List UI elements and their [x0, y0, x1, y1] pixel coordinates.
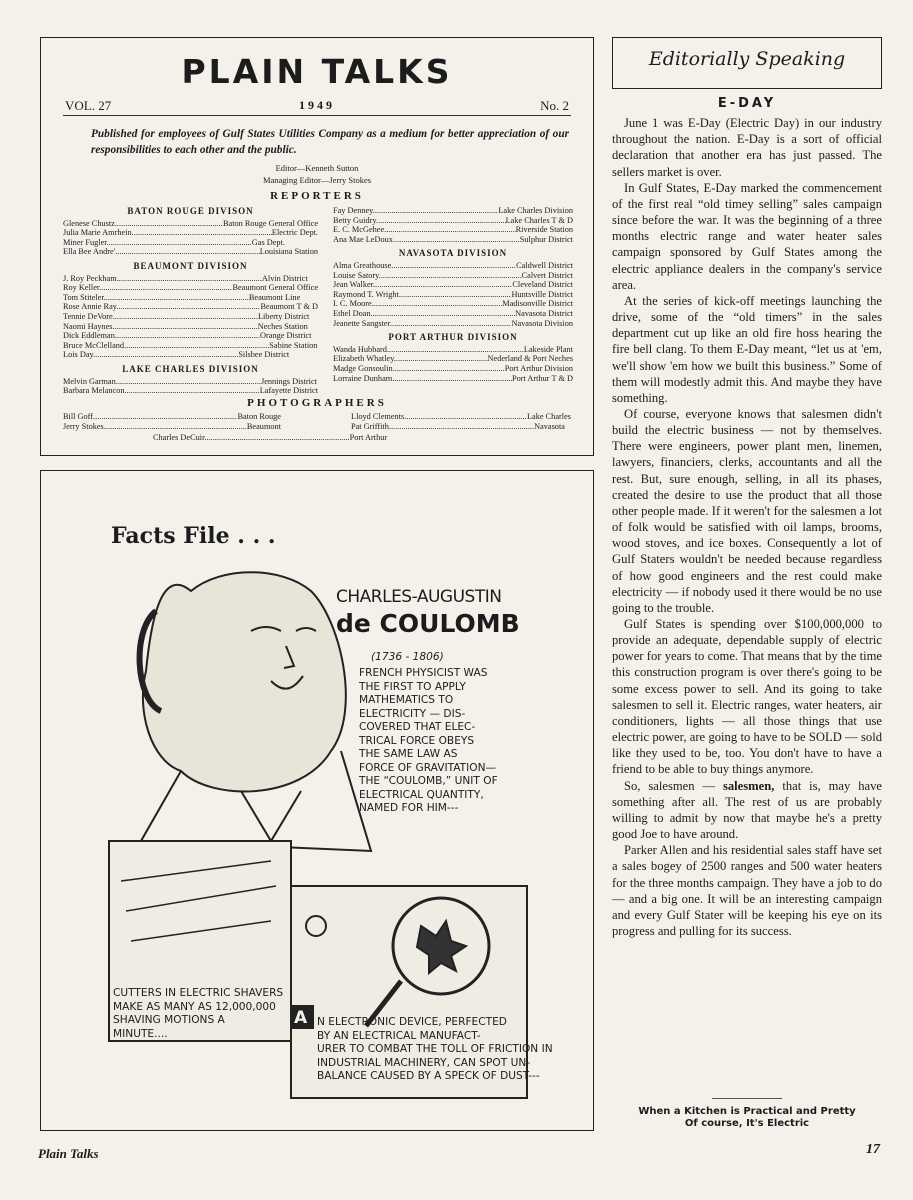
reporter-name: Wanda Hubbard .....	[333, 345, 524, 355]
reporter-entry	[63, 350, 318, 360]
caption-line: FORCE OF GRAVITATION—	[359, 761, 497, 774]
reporter-post: Lake Charles T & D	[505, 215, 573, 225]
caption-line: COVERED THAT ELEC-	[359, 721, 476, 733]
reporter-entry	[63, 219, 318, 229]
reporter-entry	[333, 206, 573, 216]
reporter-post: Neches Station	[257, 321, 308, 331]
reporter-entry	[333, 280, 573, 290]
reporter-entry	[333, 271, 573, 281]
division-heading: LAKE CHARLES DIVISION	[122, 363, 259, 374]
reporter-entry	[63, 247, 318, 257]
caption-line: THE FIRST TO APPLY	[359, 680, 466, 693]
reporter-post: Electric Dept.	[271, 228, 318, 238]
caption-line: SHAVING MOTIONS A	[113, 1014, 225, 1026]
caption-line: MAKE AS MANY AS 12,000,000	[113, 1000, 276, 1013]
reporter-post: Liberty District	[257, 311, 310, 321]
reporter-name: Bruce McClelland .....	[63, 341, 269, 351]
reporters-right-column	[333, 206, 573, 387]
reporter-entry	[63, 293, 318, 303]
reporter-post: Navasota Division	[511, 318, 573, 328]
reporter-entry	[333, 225, 573, 235]
division-heading: PORT ARTHUR DIVISION	[388, 332, 518, 343]
reporter-name: Ana Mae LeDoux .....	[333, 235, 520, 245]
magazine-title: PLAIN TALKS	[181, 52, 453, 91]
paragraph: Parker Allen and his residential sales staff have set a sales bogey of 2500 ranges and 500 water heaters for the three months campaign. They have a job to do — and a big one. It will be an interesting campaign and every Gulf Stater will be keeping his eye on its progress and pulling for its success.	[612, 843, 882, 938]
reporter-entry	[333, 319, 573, 329]
reporter-entry	[333, 374, 573, 384]
reporter-post: Cleveland District	[512, 280, 573, 290]
caption-line: URER TO COMBAT THE TOLL OF FRICTION IN	[317, 1043, 553, 1055]
editor: Editor—Kenneth Sutton	[275, 163, 359, 173]
reporter-entry	[333, 261, 573, 271]
reporter-post: Lafayette District	[259, 386, 318, 396]
reporter-post: Alvin District	[261, 273, 308, 283]
reporter-entry	[63, 274, 318, 284]
reporter-post: Sulphur District	[519, 234, 573, 244]
issue-number: No. 2	[540, 98, 569, 113]
reporter-name: Melvin Garman .....	[63, 377, 261, 387]
photographers-left	[63, 412, 281, 431]
caption-line: N ELECTRONIC DEVICE, PERFECTED	[317, 1016, 507, 1028]
caption-line: ELECTRICITY — DIS-	[359, 707, 466, 720]
reporter-name: E. C. McGehee .....	[333, 225, 516, 235]
reporter-post: Port Arthur T & D	[511, 373, 573, 383]
reporter-post: Navasota District	[515, 308, 573, 318]
caption-line: NAMED FOR HIM---	[359, 802, 459, 814]
reporter-post: Orange District	[260, 331, 312, 341]
reporter-name: Ethel Doan .....	[333, 309, 515, 319]
reporter-name: Lorraine Dunham .....	[333, 374, 512, 384]
paragraph: At the series of kick-off meetings launching the drive, some of the “old timers” in the sales department cut up like an old fire hoss hearing the fire bell clang. To them E-Day meant, “let us at 'em, we'll show 'em how we built this business.” Some of them will modestly admit this. And maybe they have something.	[612, 293, 882, 405]
facts-file-panel	[40, 470, 594, 1131]
slogan: When a Kitchen is Practical and Pretty Of course, It's Electric	[638, 1106, 856, 1129]
reporter-name: Roy Keller .....	[63, 283, 232, 293]
volume: VOL. 27	[65, 98, 112, 113]
coulomb-surname: de COULOMB	[336, 609, 520, 638]
caption-line: FRENCH PHYSICIST WAS	[359, 667, 488, 679]
page-number: 17	[866, 1142, 880, 1157]
reporter-name: Naomi Haynes .....	[63, 322, 258, 332]
editorial-article	[612, 96, 882, 939]
reporter-post: Lakeside Plant	[523, 344, 573, 354]
coulomb-first-name: CHARLES-AUGUSTIN	[336, 587, 502, 607]
reporter-entry	[63, 386, 318, 396]
reporter-name: Dick Eddleman .....	[63, 331, 260, 341]
reporters-heading: REPORTERS	[270, 190, 364, 202]
photographer: Pat Griffith ..... Navasota	[351, 422, 571, 432]
reporter-entry	[333, 364, 573, 374]
caption-line: MINUTE....	[113, 1027, 168, 1040]
caption-line: BY AN ELECTRICAL MANUFACT-	[317, 1029, 481, 1042]
reporter-name: Tennie DeVore .....	[63, 312, 258, 322]
reporter-name: Fay Denney .....	[333, 206, 498, 216]
reporter-entry	[333, 354, 573, 364]
caption-line: INDUSTRIAL MACHINERY, CAN SPOT UN-	[317, 1056, 531, 1069]
reporter-post: Gas Dept.	[251, 237, 285, 247]
reporter-entry	[63, 283, 318, 293]
photographers-center	[153, 433, 441, 443]
reporter-post: Calvert District	[521, 270, 573, 280]
reporter-entry	[63, 238, 318, 248]
division-heading: NAVASOTA DIVISION	[398, 248, 508, 259]
photographer: Lloyd Clements ..... Lake Charles	[351, 412, 571, 422]
year: 1949	[299, 98, 335, 112]
photographers-heading: PHOTOGRAPHERS	[247, 397, 387, 409]
reporter-post: Baton Rouge General Office	[223, 218, 318, 228]
reporter-entry	[63, 302, 318, 312]
reporter-name: Elizabeth Whatley .....	[333, 354, 488, 364]
reporter-name: Miner Fugler .....	[63, 238, 252, 248]
reporter-post: Jennings District	[260, 376, 317, 386]
reporter-name: Alma Greathouse .....	[333, 261, 516, 271]
reporter-entry	[333, 290, 573, 300]
caption-line: TRICAL FORCE OBEYS	[359, 734, 475, 747]
reporter-name: Ella Bee Andre' .....	[63, 247, 260, 257]
divider	[712, 1098, 782, 1099]
masthead	[40, 37, 594, 456]
caption-line: ELECTRICAL QUANTITY,	[359, 788, 484, 801]
paragraph: So, salesmen — salesmen, that is, may have something after all. The rest of us are probably willing to admit by now that maybe he's a pretty good Joe to have around.	[612, 778, 882, 842]
reporter-post: Sabine Station	[269, 340, 318, 350]
reporter-entry	[333, 309, 573, 319]
photographer: Charles DeCuir ..... Port Arthur	[153, 433, 441, 443]
photographers-right	[351, 412, 571, 431]
reporter-entry	[63, 377, 318, 387]
reporter-name: Raymond T. Wright .....	[333, 290, 511, 300]
reporter-post: Beaumont General Office	[232, 283, 318, 293]
reporter-name: Madge Gonsoulin .....	[333, 364, 505, 374]
publication-note: Published for employees of Gulf States Utilities Company as a medium for better appreciation of our responsibilities to each other and the public.	[91, 128, 569, 156]
reporter-post: Beaumont Line	[248, 292, 301, 302]
reporter-post: Riverside Station	[515, 225, 573, 235]
reporter-post: Port Arthur Division	[504, 363, 573, 373]
reporter-name: Glenese Chustz .....	[63, 219, 223, 229]
reporter-entry	[63, 331, 318, 341]
reporter-post: Beaumont T & D	[260, 302, 318, 312]
caption-line: BALANCE CAUSED BY A SPECK OF DUST---	[317, 1070, 540, 1082]
reporter-name: Jean Walker .....	[333, 280, 512, 290]
facts-file-heading: Facts File . . .	[111, 523, 276, 549]
reporter-entry	[333, 235, 573, 245]
divider	[63, 115, 571, 116]
reporter-entry	[63, 312, 318, 322]
reporter-name: Betty Guidry .....	[333, 216, 506, 226]
reporter-name: I. C. Moore .....	[333, 299, 502, 309]
division-heading: BATON ROUGE DIVISON	[127, 206, 254, 216]
reporters-left-column	[63, 206, 318, 400]
device-caption-initial: A	[294, 1008, 308, 1028]
coulomb-dates: (1736 - 1806)	[371, 651, 444, 663]
caption-line: THE SAME LAW AS	[359, 748, 458, 760]
footer-title: Plain Talks	[38, 1146, 99, 1161]
shaver-caption	[113, 987, 283, 1041]
coulomb-bio	[359, 667, 498, 816]
managing-editor: Managing Editor—Jerry Stokes	[262, 175, 372, 185]
reporter-entry	[333, 299, 573, 309]
reporter-name: Lois Day .....	[63, 350, 238, 360]
reporter-post: Huntsville District	[511, 289, 573, 299]
reporter-name: Louise Satory .....	[333, 271, 522, 281]
reporter-entry	[63, 322, 318, 332]
reporter-name: Jeanette Sangster .....	[333, 319, 511, 329]
article-headline: E-DAY	[717, 96, 777, 111]
reporter-post: Caldwell District	[516, 260, 573, 270]
division-heading: BEAUMONT DIVISION	[133, 260, 248, 271]
reporter-name: Tom Stiteler .....	[63, 293, 249, 303]
reporter-name: Barbara Melancon .....	[63, 386, 260, 396]
reporter-name: Julia Marie Amrhein .....	[63, 228, 272, 238]
reporter-post: Louisiana Station	[259, 247, 318, 257]
device-caption	[317, 1016, 553, 1084]
reporter-entry	[333, 345, 573, 355]
paragraph: Gulf States is spending over $100,000,000 to provide an adequate, dependable supply of electric power for years to come. That means that by the time this construction program is over there's going to be some excess power to sell. And its going to take salesmen to sell it. Electric ranges, water heaters, air conditioners, lights — all those things that use electric power, are going to have to be SOLD — sold like they used to be, too. You don't have to have a friend to be able to buy things anymore.	[612, 617, 882, 777]
caption-line: MATHEMATICS TO	[359, 694, 454, 706]
paragraph: Of course, everyone knows that salesmen didn't build the electric business — not by themselves. There were engineers, power plant men, linemen, lawyers, financiers, clerks, accountants and all the rest. But, sure enough, selling, in all its phases, created the desire to use the product that all those other people made. If it weren't for the salesmen a lot of folk would be satisfied with oil lamps, brooms, wood stoves, and ice boxes. Consequently a lot of Gulf Staters wouldn't be needed because regardless of how good engineers and the rest could make electricity — if nobody used it there would be no use going to the trouble.	[612, 406, 882, 615]
editorially-speaking-banner: Editorially Speaking	[612, 37, 882, 89]
reporter-post: Nederland & Port Neches	[487, 354, 573, 364]
photographer: Bill Goff ..... Baton Rouge	[63, 412, 281, 422]
reporter-entry	[333, 216, 573, 226]
caption-line: THE “COULOMB,” UNIT OF	[359, 775, 498, 787]
reporter-entry	[63, 228, 318, 238]
reporter-post: Silsbee District	[238, 350, 290, 360]
paragraph: In Gulf States, E-Day marked the commencement of the first real “old timey selling” sales campaign since before the war. It was the beginning of a three months electric range and water heater sales campaign sponsored by Gulf States among the electric appliance dealers in the company's service area.	[612, 180, 882, 292]
reporter-post: Lake Charles Division	[498, 206, 573, 215]
reporter-post: Madisonville District	[502, 299, 573, 309]
caption-line: CUTTERS IN ELECTRIC SHAVERS	[113, 987, 284, 999]
reporter-name: Rose Annie Ray .....	[63, 302, 260, 312]
reporter-entry	[63, 341, 318, 351]
paragraph: June 1 was E-Day (Electric Day) in our industry throughout the nation. E-Day is a sort of official declaration that another era has just passed. The sellers market is over.	[612, 116, 882, 179]
reporter-name: J. Roy Peckham .....	[63, 274, 262, 284]
photographer: Jerry Stokes ..... Beaumont	[63, 422, 281, 432]
